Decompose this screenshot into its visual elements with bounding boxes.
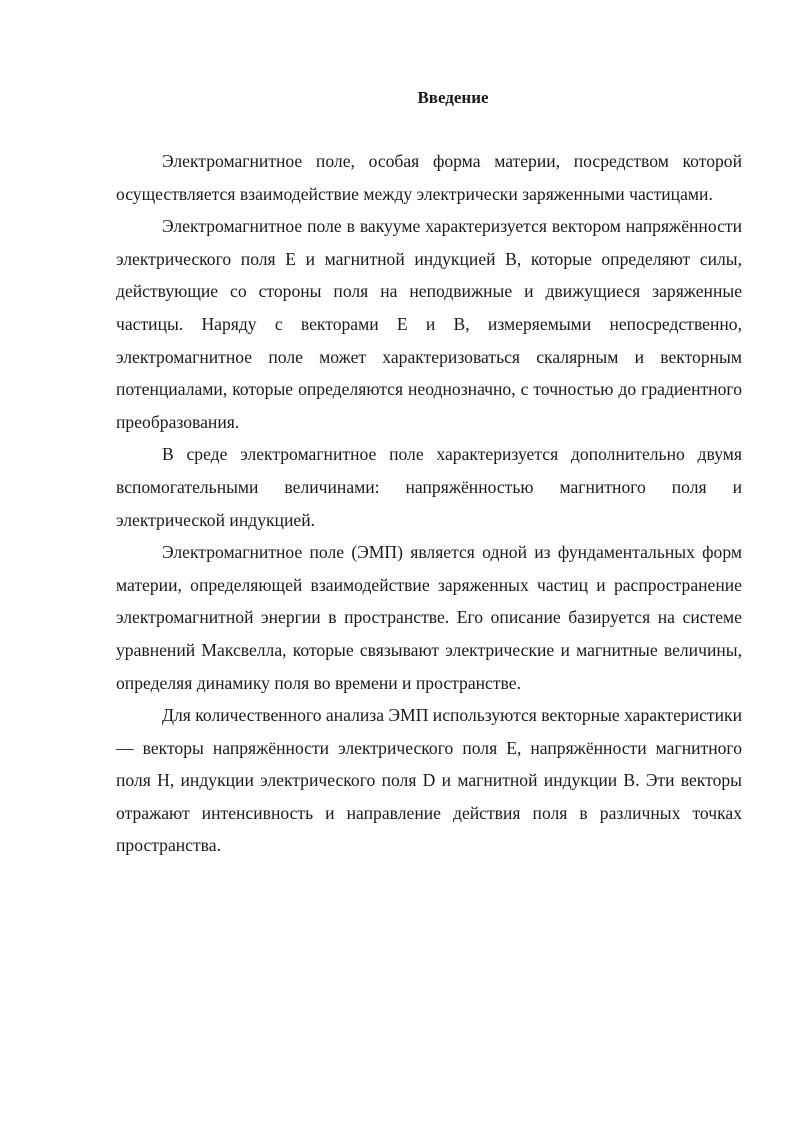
paragraph-3: В среде электромагнитное поле характеризуется дополнительно двумя вспомогательными величинами: напряжённостью магнитного поля и электрической индукцией. <box>116 444 742 530</box>
section-title: Введение <box>417 88 489 107</box>
body-text <box>116 145 742 862</box>
paragraph-5: Для количественного анализа ЭМП используются векторные характеристики — векторы напряжённости электрического поля E, напряжённости магнитного поля H, индукции электрического поля D и магнитной индукции B. Эти векторы отражают интенсивность и направление действия поля в различных точках пространства. <box>116 705 743 856</box>
paragraph-4: Электромагнитное поле (ЭМП) является одной из фундаментальных форм материи, определяющей взаимодействие заряженных частиц и распространение электромагнитной энергии в пространстве. Его описание базируется на системе уравнений Максвелла, которые связывают электрические и магнитные величины, определяя динамику поля во времени и пространстве. <box>116 542 742 693</box>
paragraph-2: Электромагнитное поле в вакууме характеризуется вектором напряжённости электрического поля E и магнитной индукцией B, которые определяют силы, действующие со стороны поля на неподвижные и движущиеся заряженные частицы. Наряду с векторами E и B, измеряемыми непосредственно, электромагнитное поле может характеризоваться скалярным и векторным потенциалами, которые определяются неоднозначно, с точностью до градиентного преобразования. <box>116 216 742 432</box>
paragraph-1: Электромагнитное поле, особая форма материи, посредством которой осуществляется взаимодействие между электрически заряженными частицами. <box>116 151 742 204</box>
